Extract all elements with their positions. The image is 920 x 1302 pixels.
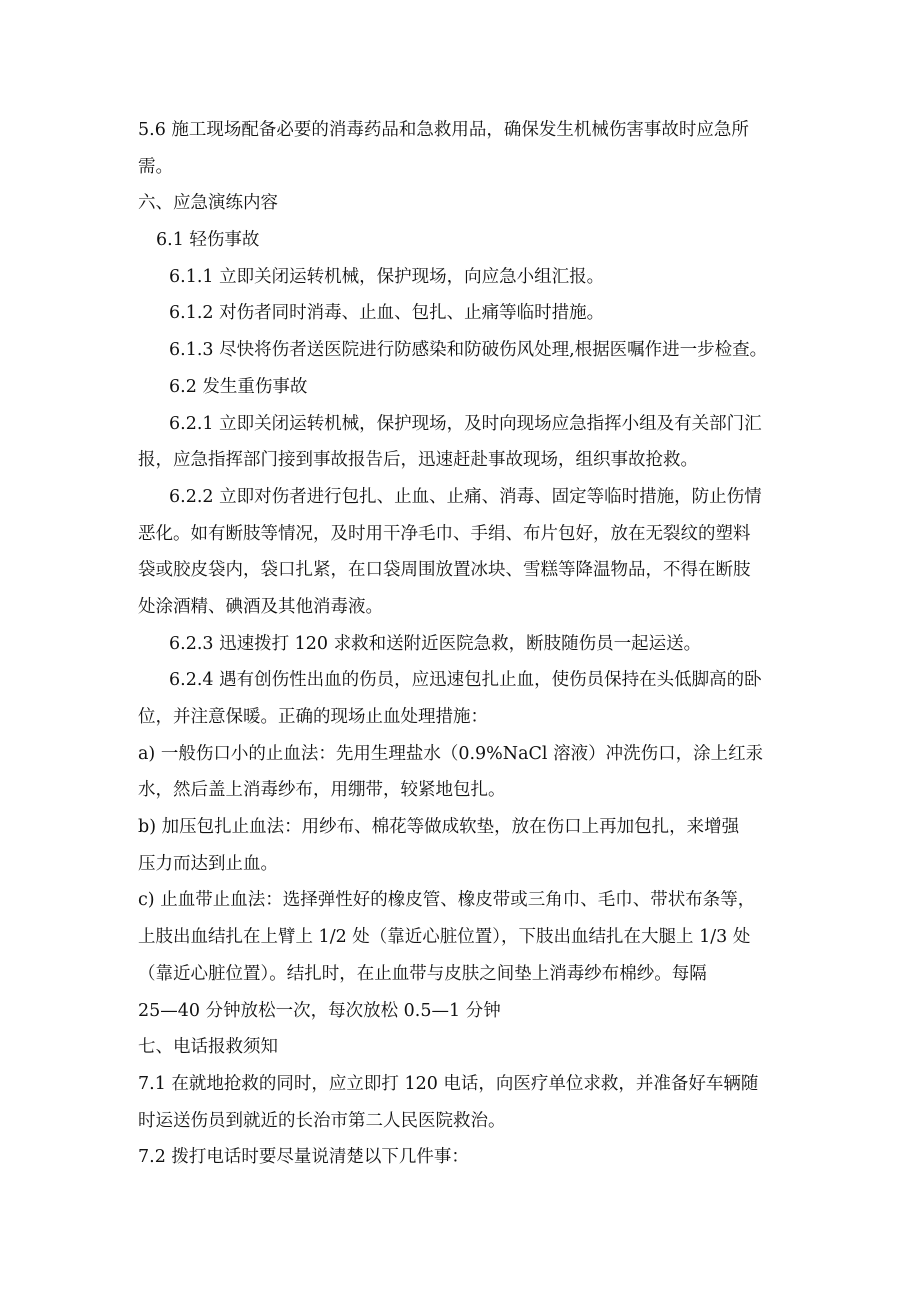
paragraph-line: 6.1.2 对伤者同时消毒、止血、包扎、止痛等临时措施。 (169, 303, 605, 324)
list-item-line: 水，然后盖上消毒纱布，用绷带，较紧地包扎。 (138, 780, 506, 801)
paragraph-line: 7.1 在就地抢救的同时，应立即打 120 电话，向医疗单位求救，并准备好车辆随 (138, 1073, 759, 1094)
list-item-line: c) 止血带止血法：选择弹性好的橡皮管、橡皮带或三角巾、毛巾、带状布条等， (138, 890, 756, 911)
paragraph-line: 恶化。如有断肢等情况，及时用干净毛巾、手绢、布片包好，放在无裂纹的塑料 (138, 523, 751, 544)
paragraph-line: 6.2.4 遇有创伤性出血的伤员，应迅速包扎止血，使伤员保持在头低脚高的卧 (169, 670, 762, 691)
section-heading: 七、电话报救须知 (138, 1037, 278, 1058)
paragraph-line: 6.2.2 立即对伤者进行包扎、止血、止痛、消毒、固定等临时措施，防止伤情 (169, 486, 762, 507)
list-item-line: a) 一般伤口小的止血法：先用生理盐水（0.9%NaCl 溶液）冲洗伤口，涂上红汞 (138, 743, 764, 764)
document-page (138, 112, 788, 1176)
list-item-line: 压力而达到止血。 (138, 853, 278, 874)
paragraph-line: 6.1.1 立即关闭运转机械，保护现场，向应急小组汇报。 (169, 266, 605, 287)
paragraph-line: 6.2.3 迅速拨打 120 求救和送附近医院急救，断肢随伤员一起运送。 (169, 633, 702, 654)
paragraph-line: 处涂酒精、碘酒及其他消毒液。 (138, 596, 383, 617)
subsection-heading: 6.2 发生重伤事故 (169, 376, 308, 397)
paragraph-line: 时运送伤员到就近的长治市第二人民医院救治。 (138, 1110, 506, 1131)
subsection-heading: 6.1 轻伤事故 (156, 230, 260, 251)
list-item-line: b) 加压包扎止血法：用纱布、棉花等做成软垫，放在伤口上再加包扎，来增强 (138, 817, 740, 838)
section-heading: 六、应急演练内容 (138, 193, 278, 214)
list-item-line: 上肢出血结扎在上臂上 1/2 处（靠近心脏位置），下肢出血结扎在大腿上 1/3 处 (138, 927, 751, 948)
paragraph-line: 5.6 施工现场配备必要的消毒药品和急救用品，确保发生机械伤害事故时应急所 (138, 120, 749, 140)
paragraph-line: 7.2 拨打电话时要尽量说清楚以下几件事： (138, 1147, 469, 1168)
paragraph-line: 位，并注意保暖。正确的现场止血处理措施： (138, 707, 488, 727)
paragraph-line: 6.2.1 立即关闭运转机械，保护现场，及时向现场应急指挥小组及有关部门汇 (169, 413, 762, 434)
paragraph-line: 报，应急指挥部门接到事故报告后，迅速赶赴事故现场，组织事故抢救。 (138, 450, 698, 471)
list-item-line: 25—40 分钟放松一次，每次放松 0.5—1 分钟 (138, 1000, 501, 1021)
paragraph-line: 袋或胶皮袋内，袋口扎紧，在口袋周围放置冰块、雪糕等降温物品，不得在断肢 (138, 560, 751, 581)
list-item-line: （靠近心脏位置）。结扎时，在止血带与皮肤之间垫上消毒纱布棉纱。每隔 (138, 963, 707, 984)
paragraph-line: 需。 (138, 156, 173, 177)
paragraph-line: 6.1.3 尽快将伤者送医院进行防感染和防破伤风处理,根据医嘱作进一步检查。 (169, 340, 768, 361)
